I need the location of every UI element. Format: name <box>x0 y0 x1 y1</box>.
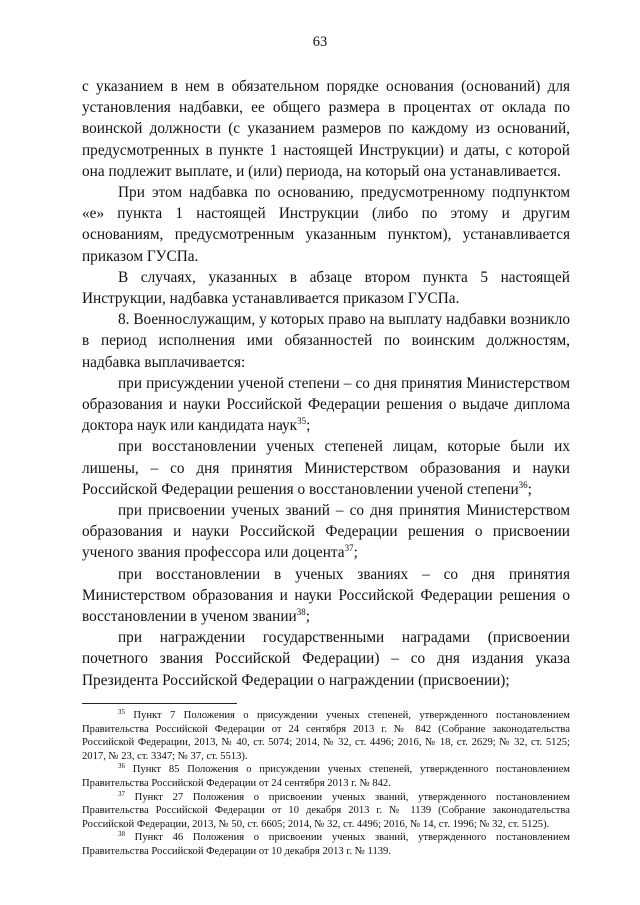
paragraph <box>82 309 570 373</box>
paragraph <box>82 436 570 500</box>
footnotes <box>82 709 570 859</box>
paragraph-text: 8. Военнослужащим, у которых право на выплату надбавки возникло в период исполнения ими обязанностей по воинским должностям, надбавка выплачивается: <box>82 311 570 371</box>
paragraph-text: при присуждении ученой степени – со дня принятия Министерством образования и науки Российской Федерации решения о выдаче диплома доктора наук или кандидата наук <box>82 374 570 435</box>
footnote-ref[interactable]: 35 <box>297 416 307 427</box>
paragraph-tail: ; <box>306 417 311 435</box>
footnote-ref[interactable]: 37 <box>344 543 354 554</box>
footnote <box>82 709 570 763</box>
paragraph-text: В случаях, указанных в абзаце втором пункта 5 настоящей Инструкции, надбавка устанавливается приказом ГУСПа. <box>82 268 570 308</box>
paragraph-tail: ; <box>527 480 532 498</box>
footnote-number: 37 <box>118 789 125 798</box>
page-number: 63 <box>312 34 328 50</box>
paragraph <box>82 182 570 267</box>
paragraph-text: с указанием в нем в обязательном порядке основания (оснований) для установления надбавки, ее общего размера в процентах от оклада по воинской должности (с указанием размеров по каждому из оснований, предусмотренных в пункте 1 настоящей Инструкции) и даты, с которой она подлежит выплате, и (или) периода, на который она устанавливается. <box>82 78 570 180</box>
footnote <box>82 763 570 790</box>
paragraph <box>82 76 570 182</box>
paragraph-text: при награждении государственными наградами (присвоении почетного звания Российской Федерации) – со дня издания указа Президента Российской Федерации о награждении (присвоении); <box>82 629 570 689</box>
body-text <box>82 76 570 691</box>
footnote-text: Пункт 7 Положения о присуждении ученых степеней, утвержденного постановлением Правительства Российской Федерации от 24 сентября 2013 г. № 842 (Собрание законодательства Российской Федерации, 2013, № 40, ст. 5074; 2014, № 32, ст. 4496; 2016, № 18, ст. 2629; № 32, ст. 5125; 2017, № 23, ст. 3347; № 37, ст. 5513). <box>82 710 570 762</box>
footnote-number: 36 <box>118 762 125 771</box>
paragraph <box>82 627 570 691</box>
paragraph-text: при присвоении ученых званий – со дня принятия Министерством образования и науки Российской Федерации решения о присвоении ученого звания профессора или доцента <box>82 502 570 562</box>
paragraph <box>82 500 570 564</box>
footnote-text: Пункт 46 Положения о присвоении ученых званий, утвержденного постановлением Правительства Российской Федерации от 10 декабря 2013 г. № 1139. <box>82 832 570 857</box>
footnote <box>82 791 570 832</box>
footnote-number: 38 <box>118 830 125 839</box>
footnote-number: 35 <box>118 708 125 716</box>
footnote-ref[interactable]: 38 <box>296 607 306 618</box>
footnote-text: Пункт 27 Положения о присвоении ученых званий, утвержденного постановлением Правительства Российской Федерации от 10 декабря 2013 г. № 1139 (Собрание законодательства Российской Федерации, 2013, № 50, ст. 6605; 2014, № 32, ст. 4496; 2016, № 14, ст. 1996; № 32, ст. 5125). <box>82 791 570 830</box>
paragraph <box>82 564 570 628</box>
paragraph-text: при восстановлении в ученых званиях – со дня принятия Министерством образования и науки Российской Федерации решения о восстановлении в ученом звании <box>82 565 570 626</box>
paragraph <box>82 267 570 309</box>
paragraph-text: При этом надбавка по основанию, предусмотренному подпунктом «е» пункта 1 настоящей Инструкции (либо по этому и другим основаниям, предусмотренным указанным пунктом), устанавливается приказом ГУСПа. <box>82 184 570 265</box>
footnote-text: Пункт 85 Положения о присуждении ученых степеней, утвержденного постановлением Правительства Российской Федерации от 24 сентября 2013 г. № 842. <box>82 764 570 789</box>
paragraph-tail: ; <box>353 544 358 562</box>
footnote-separator <box>82 703 237 704</box>
paragraph-tail: ; <box>305 608 310 626</box>
paragraph <box>82 373 570 437</box>
footnote-ref[interactable]: 36 <box>518 479 528 490</box>
footnote <box>82 831 570 858</box>
paragraph-text: при восстановлении ученых степеней лицам, которые были их лишены, – со дня принятия Министерством образования и науки Российской Федерации решения о восстановлении ученой степени <box>82 438 570 498</box>
